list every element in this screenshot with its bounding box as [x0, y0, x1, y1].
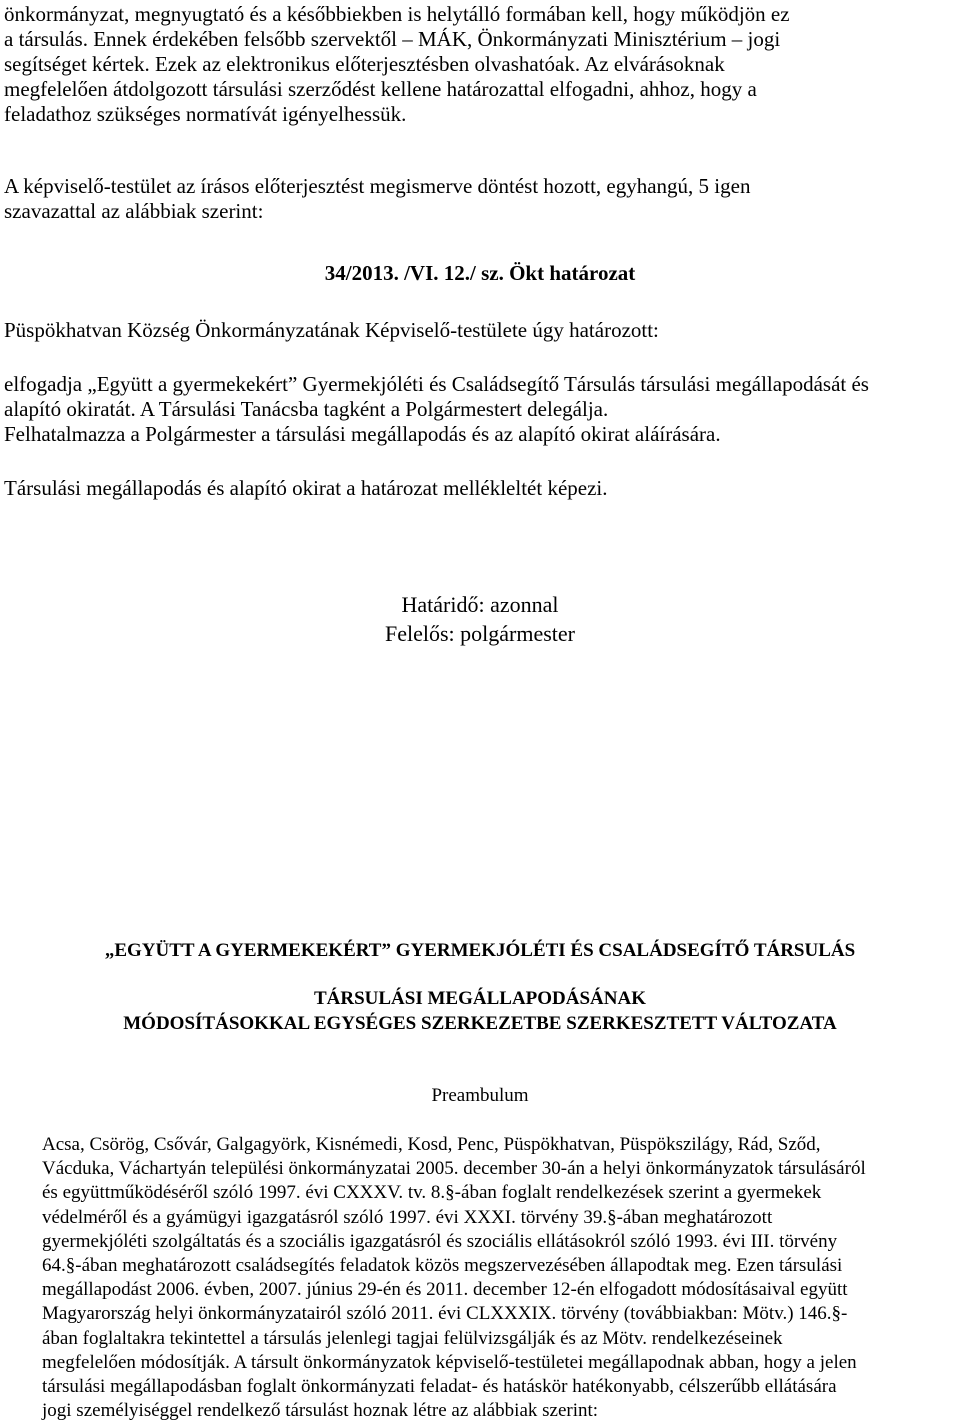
preamble-line: jogi személyiséggel rendelkező társulást hoznak létre az alábbiak szerint:	[42, 1400, 599, 1422]
intro-line: önkormányzat, megnyugtató és a későbbiekben is helytálló formában kell, hogy működjön ez	[4, 2, 790, 26]
resolution-number: 34/2013. /VI. 12./ sz. Ökt határozat	[324, 261, 636, 285]
preamble-line: védelméről és a gyámügyi igazgatásról szóló 1997. évi XXXI. törvény 39.§-ában meghatározott	[42, 1206, 773, 1228]
preamble-line: megfelelően módosítják. A társult önkormányzatok képviselő-testületei megállapodnak abban, hogy a jelen	[42, 1351, 857, 1373]
vote-line: szavazattal az alábbiak szerint:	[4, 199, 264, 223]
annex-note	[4, 476, 956, 501]
document-title-line-2: TÁRSULÁSI MEGÁLLAPODÁSÁNAK	[313, 988, 647, 1009]
preamble-line: Vácduka, Váchartyán települési önkormányzatai 2005. december 30-án a helyi önkormányzatok társulásáról	[42, 1158, 866, 1180]
preamble-line: és együttműködéséről szóló 1997. évi CXXXV. tv. 8.§-ában foglalt rendelkezések szerint a gyermekek	[42, 1182, 822, 1204]
decision-line: alapító okiratát. A Társulási Tanácsba tagként a Polgármestert delegálja.	[4, 397, 609, 421]
intro-line: segítséget kértek. Ezek az elektronikus előterjesztésben olvashatóak. Az elvárásoknak	[4, 52, 725, 76]
preamble-line: megállapodást 2006. évben, 2007. június 29-én és 2011. december 12-én elfogadott módosításaival együtt	[42, 1279, 848, 1301]
resolution-authority	[4, 318, 956, 343]
preamble-line: 64.§-ában meghatározott családsegítés feladatok közös megszervezésében állapodtak meg. Ezen társulási	[42, 1255, 843, 1277]
intro-paragraph	[4, 2, 956, 127]
preamble-line: Acsa, Csörög, Csővár, Galgagyörk, Kisnémedi, Kosd, Penc, Püspökhatvan, Püspökszilágy, Rád, Sződ,	[42, 1134, 821, 1155]
intro-line: a társulás. Ennek érdekében felsőbb szervektől – MÁK, Önkormányzati Minisztérium – jogi	[4, 27, 781, 51]
preamble-line: gyermekjóléti szolgáltatás és a szociális igazgatásról és szociális ellátásokról szóló 1993. évi III. törvény	[42, 1230, 838, 1252]
preamble-line: társulási megállapodásban foglalt önkormányzati feladat- és hatáskör hatékonyabb, célszerűbb ellátására	[42, 1376, 837, 1398]
document-title-line-3: MÓDOSÍTÁSOKKAL EGYSÉGES SZERKEZETBE SZERKESZTETT VÁLTOZATA	[123, 1013, 837, 1034]
preamble-line: Magyarország helyi önkormányzatairól szóló 2011. évi CLXXXIX. törvény (továbbiakban: Mötv.) 146.§-	[42, 1303, 848, 1325]
preamble-line: ában foglaltakra tekintettel a társulás jelenlegi tagjai felülvizsgálják és az Mötv. rendelkezéseinek	[42, 1327, 783, 1349]
authority-line: Püspökhatvan Község Önkormányzatának Képviselő-testülete úgy határozott:	[4, 318, 659, 342]
deadline: Határidő: azonnal	[401, 592, 559, 617]
vote-line: A képviselő-testület az írásos előterjesztést megismerve döntést hozott, egyhangú, 5 igen	[4, 174, 751, 198]
intro-line: megfelelően átdolgozott társulási szerződést kellene határozattal elfogadni, ahhoz, hogy a	[4, 77, 757, 101]
document-title-line-1: „EGYÜTT A GYERMEKEKÉRT” GYERMEKJÓLÉTI ÉS CSALÁDSEGÍTŐ TÁRSULÁS	[104, 940, 856, 961]
decision-line: Felhatalmazza a Polgármester a társulási megállapodás és az alapító okirat aláírására.	[4, 422, 721, 446]
intro-line: feladathoz szükséges normatívát igényelhessük.	[4, 102, 407, 126]
vote-paragraph	[4, 174, 956, 224]
decision-line: elfogadja „Együtt a gyermekekért” Gyermekjóléti és Családsegítő Társulás társulási megállapodását és	[4, 372, 869, 396]
preamble-body	[42, 1133, 957, 1423]
annex-line: Társulási megállapodás és alapító okirat a határozat mellékleltét képezi.	[4, 476, 608, 500]
responsible-person: Felelős: polgármester	[384, 621, 575, 646]
preamble-heading: Preambulum	[431, 1085, 529, 1106]
resolution-decision	[4, 372, 956, 447]
